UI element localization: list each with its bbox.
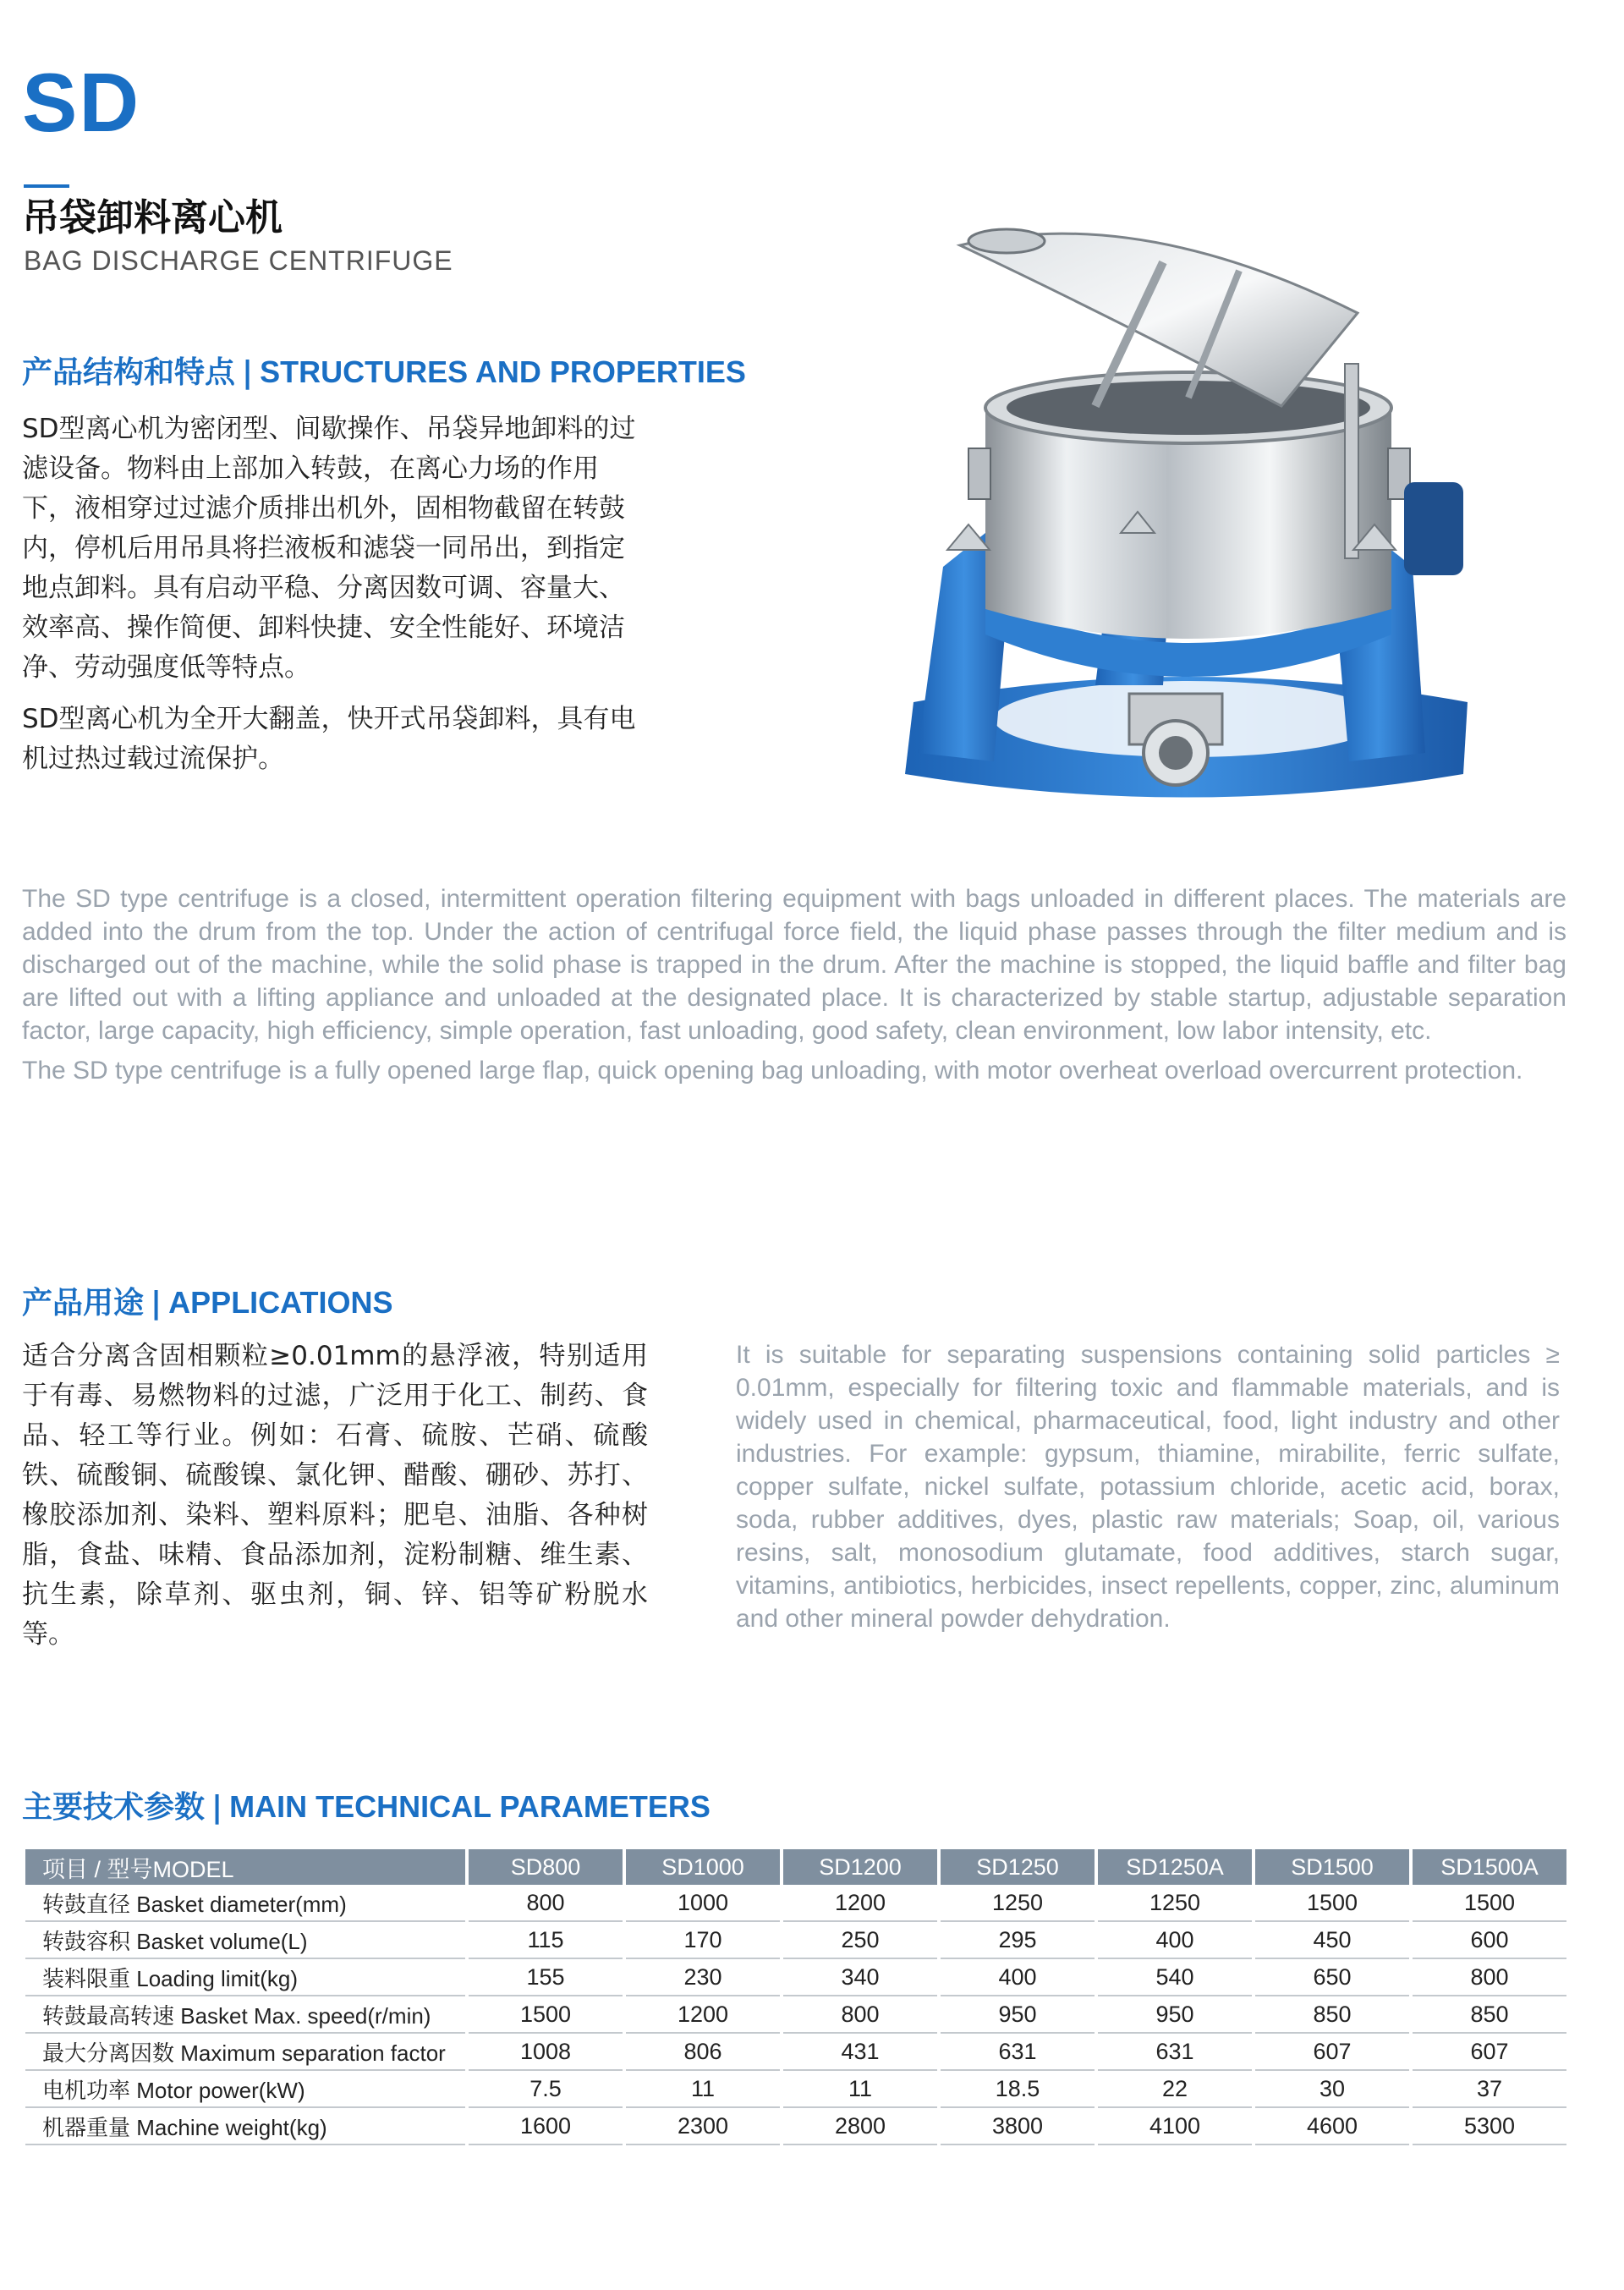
header-label-en: MODEL — [152, 1856, 234, 1882]
table-cell: 650 — [1255, 1959, 1409, 1996]
row-label — [25, 1959, 465, 1996]
section-heading-separator: | — [151, 1286, 162, 1321]
table-cell: 3800 — [941, 2108, 1095, 2145]
row-label — [25, 1996, 465, 2034]
table-cell: 600 — [1413, 1922, 1566, 1959]
table-header-model: SD1500 — [1255, 1849, 1409, 1885]
section-heading-cn: 主要技术参数 — [22, 1790, 206, 1825]
accent-divider — [24, 184, 69, 188]
row-label-en: Motor power(kW) — [136, 2077, 305, 2103]
section-heading-applications — [22, 1279, 393, 1322]
table-cell: 30 — [1255, 2071, 1409, 2108]
table-cell: 170 — [626, 1922, 780, 1959]
table-cell: 400 — [1098, 1922, 1252, 1959]
table-cell: 155 — [469, 1959, 623, 1996]
row-label — [25, 1885, 465, 1922]
row-label-cn: 转鼓最高转速 — [42, 2003, 175, 2029]
table-cell: 22 — [1098, 2071, 1252, 2108]
table-cell: 1200 — [626, 1996, 780, 2034]
table-cell: 250 — [783, 1922, 937, 1959]
table-header-model: SD1250 — [941, 1849, 1095, 1885]
row-label-cn: 转鼓直径 — [42, 1892, 131, 1918]
section-heading-en: STRUCTURES AND PROPERTIES — [260, 354, 746, 389]
product-code: SD — [22, 56, 141, 149]
table-row — [25, 2071, 1566, 2108]
section-heading-separator: | — [211, 1790, 223, 1825]
section-heading-parameters — [22, 1783, 710, 1826]
structures-paragraph-en-1: The SD type centrifuge is a closed, intermittent operation filtering equipment with bags unloaded in different places. The materials are added into the drum from the top. Under the action of centrifugal force field, the liquid phase passes through the filter medium and is discharged out of the machine, while the solid phase is trapped in the drum. After the machine is stopped, the liquid baffle and filter bag are lifted out with a lifting appliance and unloaded at the designated place. It is characterized by stable startup, adjustable separation factor, large capacity, high efficiency, simple operation, fast unloading, good safety, clean environment, low labor intensity, etc. — [22, 885, 1566, 1045]
structures-description-cn — [22, 409, 648, 791]
table-cell: 1500 — [1413, 1885, 1566, 1922]
row-label-en: Basket Max. speed(r/min) — [180, 2002, 431, 2029]
table-header-model: SD1200 — [783, 1849, 937, 1885]
table-row — [25, 2108, 1566, 2145]
table-cell: 950 — [1098, 1996, 1252, 2034]
table-cell: 800 — [1413, 1959, 1566, 1996]
table-cell: 1500 — [1255, 1885, 1409, 1922]
table-cell: 1250 — [941, 1885, 1095, 1922]
row-label — [25, 2071, 465, 2108]
applications-description-cn: 适合分离含固相颗粒≥0.01mm的悬浮液，特别适用于有毒、易燃物料的过滤，广泛用于化工、制药、食品、轻工等行业。例如：石膏、硫胺、芒硝、硫酸铁、硫酸铜、硫酸镍、氯化钾、醋酸、硼砂、苏打、橡胶添加剂、染料、塑料原料；肥皂、油脂、各种树脂，食盐、味精、食品添加剂，淀粉制糖、维生素、抗生素，除草剂、驱虫剂，铜、锌、铝等矿粉脱水等。 — [22, 1341, 648, 1650]
table-cell: 1500 — [469, 1996, 623, 2034]
table-cell: 607 — [1413, 2034, 1566, 2071]
structures-paragraph-en-2: The SD type centrifuge is a fully opened large flap, quick opening bag unloading, with motor overheat overload overcurrent protection. — [22, 1057, 1523, 1085]
section-heading-separator: | — [242, 355, 254, 390]
table-cell: 4600 — [1255, 2108, 1409, 2145]
applications-description-en: It is suitable for separating suspensions containing solid particles ≥ 0.01mm, especially for filtering toxic and flammable materials, and is widely used in chemical, pharmaceutical, food, light industry and other industries. For example: gypsum, thiamine, mirabilite, ferric sulfate, copper sulfate, nickel sulfate, potassium chloride, acetic acid, borax, soda, rubber additives, dyes, plastic raw materials; Soap, oil, various resins, salt, monosodium glutamate, food additives, starch sugar, vitamins, antibiotics, herbicides, insect repellents, copper, zinc, aluminum and other mineral powder dehydration. — [736, 1341, 1560, 1633]
table-cell: 37 — [1413, 2071, 1566, 2108]
table-cell: 1008 — [469, 2034, 623, 2071]
table-cell: 18.5 — [941, 2071, 1095, 2108]
table-cell: 11 — [626, 2071, 780, 2108]
technical-parameters-table — [22, 1849, 1570, 2145]
row-label-en: Machine weight(kg) — [136, 2114, 327, 2140]
table-header-model: SD1250A — [1098, 1849, 1252, 1885]
table-header-model: SD1000 — [626, 1849, 780, 1885]
table-cell: 631 — [941, 2034, 1095, 2071]
product-title-cn: 吊袋卸料离心机 — [22, 196, 283, 239]
row-label-cn: 机器重量 — [42, 2115, 131, 2141]
table-cell: 631 — [1098, 2034, 1252, 2071]
row-label-cn: 装料限重 — [42, 1966, 131, 1992]
table-cell: 4100 — [1098, 2108, 1252, 2145]
structures-paragraph-cn-2: SD型离心机为全开大翻盖，快开式吊袋卸料，具有电机过热过载过流保护。 — [22, 704, 636, 774]
structures-paragraph-cn-1: SD型离心机为密闭型、间歇操作、吊袋异地卸料的过滤设备。物料由上部加入转鼓，在离心力场的作用下，液相穿过过滤介质排出机外，固相物截留在转鼓内，停机后用吊具将拦液板和滤袋一同吊出，到指定地点卸料。具有启动平稳、分离因数可调、容量大、效率高、操作简便、卸料快捷、安全性能好、环境洁净、劳动强度低等特点。 — [22, 414, 636, 683]
table-cell: 1200 — [783, 1885, 937, 1922]
row-label-cn: 电机功率 — [42, 2078, 131, 2104]
structures-description-en — [22, 882, 1566, 1094]
row-label — [25, 2034, 465, 2071]
row-label — [25, 2108, 465, 2145]
table-cell: 295 — [941, 1922, 1095, 1959]
row-label-en: Basket volume(L) — [136, 1928, 308, 1954]
table-cell: 431 — [783, 2034, 937, 2071]
table-cell: 11 — [783, 2071, 937, 2108]
table-cell: 607 — [1255, 2034, 1409, 2071]
section-heading-cn: 产品用途 — [22, 1286, 145, 1321]
row-label-en: Maximum separation factor — [180, 2040, 446, 2066]
product-title-en: BAG DISCHARGE CENTRIFUGE — [24, 245, 453, 276]
table-cell: 800 — [469, 1885, 623, 1922]
table-cell: 230 — [626, 1959, 780, 1996]
section-heading-en: MAIN TECHNICAL PARAMETERS — [229, 1789, 710, 1824]
table-row — [25, 1996, 1566, 2034]
table-cell: 1000 — [626, 1885, 780, 1922]
table-header-model: SD1500A — [1413, 1849, 1566, 1885]
table-cell: 850 — [1255, 1996, 1409, 2034]
table-cell: 950 — [941, 1996, 1095, 2034]
centrifuge-product-image — [884, 211, 1493, 837]
table-header-label — [25, 1849, 465, 1885]
table-header-model: SD800 — [469, 1849, 623, 1885]
table-cell: 450 — [1255, 1922, 1409, 1959]
section-heading-en: APPLICATIONS — [168, 1285, 393, 1320]
header-label-cn: 项目 / 型号 — [42, 1856, 153, 1882]
table-cell: 5300 — [1413, 2108, 1566, 2145]
table-row — [25, 1922, 1566, 1959]
row-label-en: Loading limit(kg) — [136, 1965, 298, 1991]
row-label-cn: 转鼓容积 — [42, 1929, 131, 1955]
table-cell: 800 — [783, 1996, 937, 2034]
table-cell: 2300 — [626, 2108, 780, 2145]
table-cell: 115 — [469, 1922, 623, 1959]
table-cell: 806 — [626, 2034, 780, 2071]
row-label — [25, 1922, 465, 1959]
row-label-cn: 最大分离因数 — [42, 2040, 175, 2067]
table-cell: 340 — [783, 1959, 937, 1996]
table-cell: 1250 — [1098, 1885, 1252, 1922]
table-cell: 2800 — [783, 2108, 937, 2145]
section-heading-structures — [22, 349, 746, 392]
table-cell: 850 — [1413, 1996, 1566, 2034]
table-row — [25, 1885, 1566, 1922]
table-cell: 7.5 — [469, 2071, 623, 2108]
section-heading-cn: 产品结构和特点 — [22, 355, 236, 390]
table-cell: 540 — [1098, 1959, 1252, 1996]
table-cell: 1600 — [469, 2108, 623, 2145]
table-cell: 400 — [941, 1959, 1095, 1996]
table-header-row — [25, 1849, 1566, 1885]
row-label-en: Basket diameter(mm) — [136, 1891, 347, 1917]
table-row — [25, 1959, 1566, 1996]
table-row — [25, 2034, 1566, 2071]
